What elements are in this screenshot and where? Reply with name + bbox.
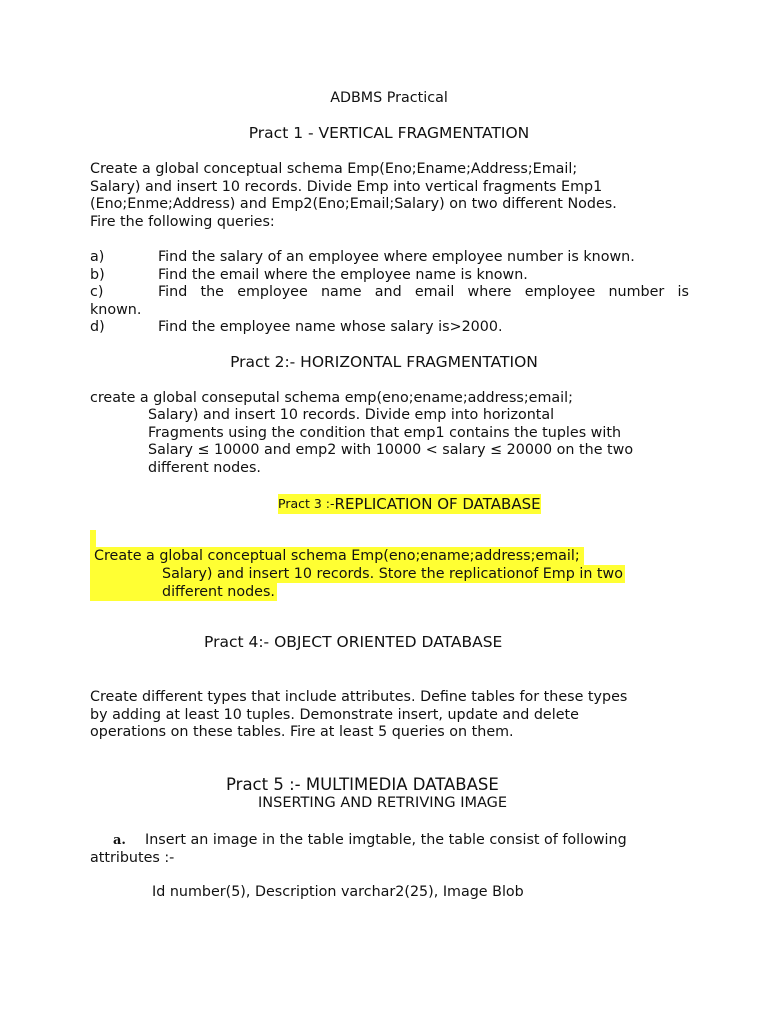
word: the	[200, 284, 224, 300]
list-marker: a.	[113, 833, 126, 848]
list-marker: c)	[90, 284, 104, 300]
word: Find	[158, 284, 188, 300]
pract4-heading: Pract 4:- OBJECT ORIENTED DATABASE	[204, 633, 503, 651]
pract2-body-line: Salary) and insert 10 records. Divide emp into horizontal	[148, 407, 555, 423]
pract3-body-line: different nodes.	[90, 583, 277, 601]
list-text-continuation: known.	[90, 302, 142, 318]
pract5-subheading: INSERTING AND RETRIVING IMAGE	[258, 795, 508, 811]
pract5-attributes: Id number(5), Description varchar2(25), Image Blob	[152, 884, 524, 900]
pract1-body-line: (Eno;Enme;Address) and Emp2(Eno;Email;Salary) on two different Nodes.	[90, 196, 617, 212]
pract3-highlight-marker	[90, 530, 96, 548]
pract5-item	[113, 832, 627, 850]
word: employee	[237, 284, 308, 300]
pract3-body-line: Salary) and insert 10 records. Store the replicationof Emp in two	[90, 565, 625, 583]
pract2-heading: Pract 2:- HORIZONTAL FRAGMENTATION	[230, 353, 538, 371]
pract3-heading-small: Pract 3 :-	[278, 494, 335, 514]
pract5-heading: Pract 5 :- MULTIMEDIA DATABASE	[226, 775, 499, 794]
pract1-body-line: Salary) and insert 10 records. Divide Emp into vertical fragments Emp1	[90, 179, 603, 195]
word: and	[374, 284, 402, 300]
word: employee	[524, 284, 596, 300]
list-marker: a)	[90, 249, 105, 265]
word: is	[677, 284, 689, 300]
page-title: ADBMS Practical	[330, 90, 448, 106]
list-marker: b)	[90, 267, 105, 283]
pract4-body-line: operations on these tables. Fire at least 5 queries on them.	[90, 724, 514, 740]
pract2-body-line: different nodes.	[148, 460, 261, 476]
pract4-body-line: by adding at least 10 tuples. Demonstrate insert, update and delete	[90, 707, 579, 723]
list-text: Insert an image in the table imgtable, the table consist of following	[145, 832, 627, 848]
pract3-body-line: Create a global conceptual schema Emp(eno;ename;address;email;	[90, 547, 584, 565]
word: where	[467, 284, 512, 300]
pract2-body-line: create a global conseputal schema emp(eno;ename;address;email;	[90, 390, 573, 406]
pract2-body-line: Salary ≤ 10000 and emp2 with 10000 < salary ≤ 20000 on the two	[148, 442, 634, 458]
list-text-justified	[158, 284, 689, 302]
pract1-body-line: Fire the following queries:	[90, 214, 275, 230]
word: email	[414, 284, 455, 300]
pract2-body-line: Fragments using the condition that emp1 contains the tuples with	[148, 425, 622, 441]
pract4-body-line: Create different types that include attributes. Define tables for these types	[90, 689, 628, 705]
list-text-continuation: attributes :-	[90, 850, 175, 866]
pract3-heading-big: REPLICATION OF DATABASE	[334, 495, 541, 513]
word: number	[608, 284, 665, 300]
pract1-heading: Pract 1 - VERTICAL FRAGMENTATION	[248, 124, 530, 142]
word: name	[321, 284, 362, 300]
list-text: Find the employee name whose salary is>2000.	[158, 319, 503, 335]
list-text: Find the salary of an employee where employee number is known.	[158, 249, 635, 265]
list-text: Find the email where the employee name is known.	[158, 267, 528, 283]
list-marker: d)	[90, 319, 105, 335]
pract3-heading	[277, 494, 542, 514]
pract1-body-line: Create a global conceptual schema Emp(Eno;Ename;Address;Email;	[90, 161, 578, 177]
